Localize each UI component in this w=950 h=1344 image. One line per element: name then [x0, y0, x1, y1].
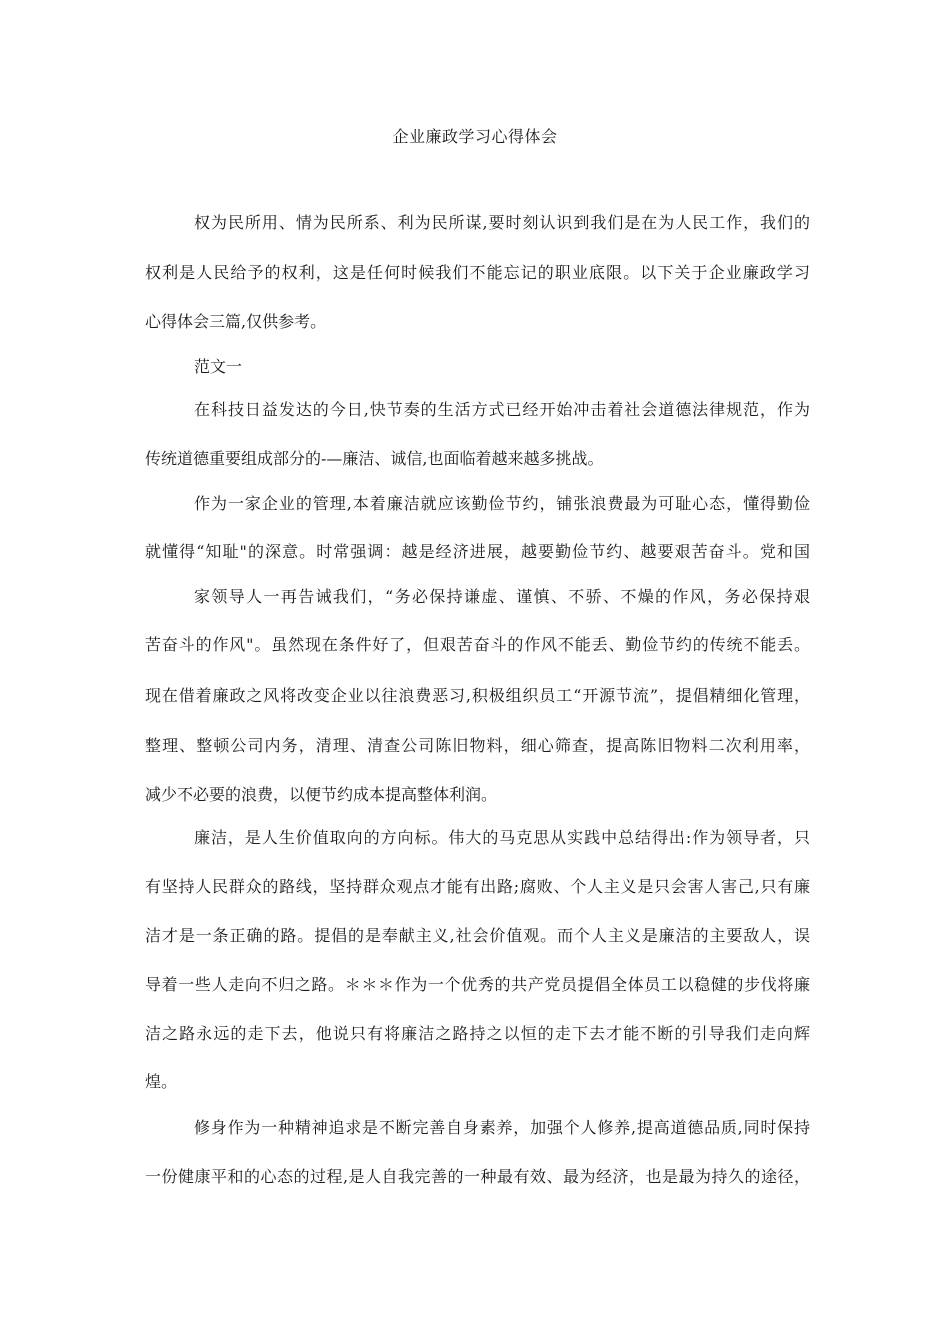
paragraph-line: 廉洁，是人生价值取向的方向标。伟大的马克思从实践中总结得出:作为领导者，只: [194, 828, 810, 847]
paragraph-line: 传统道德重要组成部分的-—廉洁、诚信,也面临着越来越多挑战。: [145, 449, 604, 468]
paragraph-line: 作为一家企业的管理,本着廉洁就应该勤俭节约，铺张浪费最为可耻心态，懂得勤俭: [194, 494, 810, 513]
paragraph-line: 心得体会三篇,仅供参考。: [145, 312, 327, 331]
paragraph-line: 洁才是一条正确的路。提倡的是奉献主义,社会价值观。而个人主义是廉洁的主要敌人，误: [145, 926, 810, 945]
paragraph-line: 整理、整顿公司内务，清理、清查公司陈旧物料，细心筛查，提高陈旧物料二次利用率，: [145, 736, 810, 755]
paragraph-line: 家领导人一再告诫我们，“务必保持谦虚、谨慎、不骄、不燥的作风，务必保持艰: [194, 587, 810, 606]
paragraph-line: 有坚持人民群众的路线，坚持群众观点才能有出路;腐败、个人主义是只会害人害己,只有廉: [145, 877, 810, 896]
paragraph-line: 在科技日益发达的今日,快节奏的生活方式已经开始冲击着社会道德法律规范，作为: [194, 400, 810, 419]
paragraph-line: 就懂得“知耻"的深意。时常强调：越是经济进展，越要勤俭节约、越要艰苦奋斗。党和国: [145, 542, 810, 561]
paragraph-line: 苦奋斗的作风"。虽然现在条件好了，但艰苦奋斗的作风不能丢、勤俭节约的传统不能丢。: [145, 635, 810, 654]
paragraph-line: 修身作为一种精神追求是不断完善自身素养，加强个人修养,提高道德品质,同时保持: [194, 1118, 810, 1137]
paragraph-line: 导着一些人走向不归之路。＊＊＊作为一个优秀的共产党员提倡全体员工以稳健的步伐将廉: [145, 975, 810, 994]
section-heading: 范文一: [194, 357, 243, 376]
paragraph-line: 减少不必要的浪费，以便节约成本提高整体利润。: [145, 785, 498, 804]
paragraph-line: 洁之路永远的走下去，他说只有将廉洁之路持之以恒的走下去才能不断的引导我们走向辉: [145, 1024, 810, 1043]
paragraph-line: 一份健康平和的心态的过程,是人自我完善的一种最有效、最为经济，也是最为持久的途径，: [145, 1167, 810, 1186]
paragraph-line: 现在借着廉政之风将改变企业以往浪费恶习,积极组织员工“开源节流”，提倡精细化管理，: [145, 686, 810, 705]
paragraph-line: 权为民所用、情为民所系、利为民所谋,要时刻认识到我们是在为人民工作，我们的: [194, 213, 810, 232]
document-title: 企业廉政学习心得体会: [392, 127, 558, 146]
paragraph-line: 权利是人民给予的权利，这是任何时候我们不能忘记的职业底限。以下关于企业廉政学习: [145, 263, 810, 282]
paragraph-line: 煌。: [145, 1072, 178, 1091]
